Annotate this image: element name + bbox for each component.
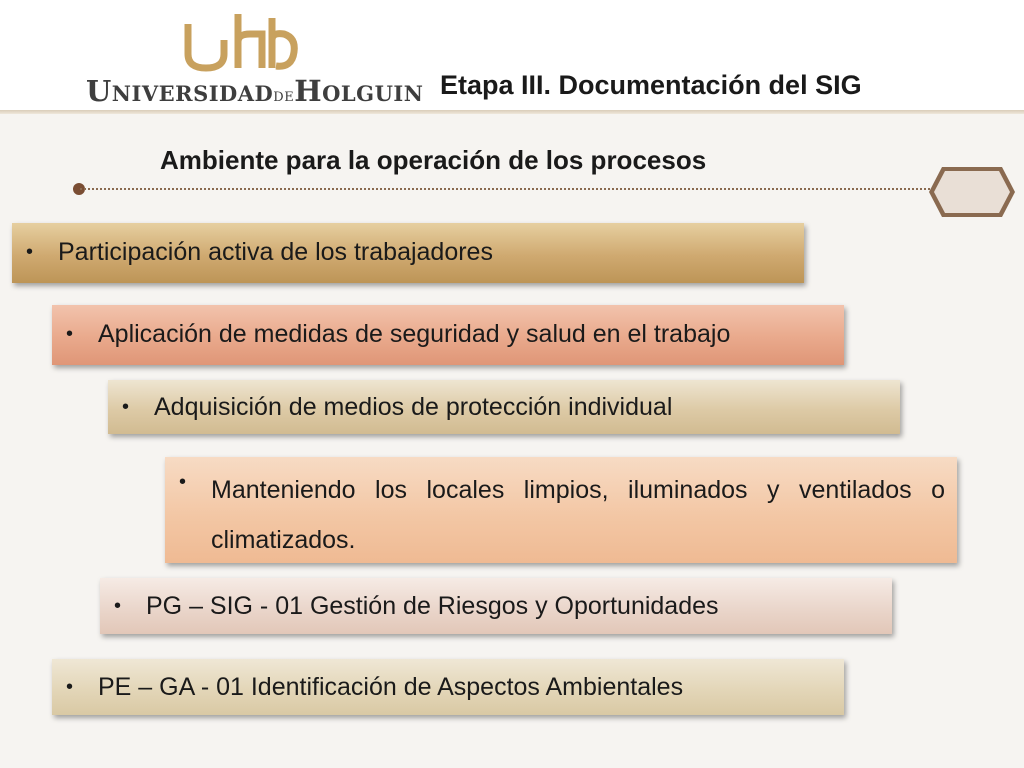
section-subtitle: Ambiente para la operación de los procesos bbox=[160, 145, 707, 175]
list-item: • PG – SIG - 01 Gestión de Riesgos y Oportunidades bbox=[100, 578, 892, 634]
list-item: • PE – GA - 01 Identificación de Aspectos Ambientales bbox=[52, 659, 844, 715]
university-logo-text: UNIVERSIDADDEHOLGUIN bbox=[86, 74, 424, 108]
dotted-divider bbox=[80, 188, 938, 190]
header bbox=[0, 0, 1024, 112]
page-title: Etapa III. Documentación del SIG bbox=[440, 70, 862, 100]
list-item: • Participación activa de los trabajadores bbox=[12, 223, 804, 283]
list-item: • Manteniendo los locales limpios, iluminados y ventilados o climatizados. bbox=[165, 457, 957, 563]
header-divider bbox=[0, 110, 1024, 114]
list-item: • Aplicación de medidas de seguridad y salud en el trabajo bbox=[52, 305, 844, 365]
list-item: • Adquisición de medios de protección individual bbox=[108, 380, 900, 434]
university-logo-mark bbox=[180, 10, 300, 72]
hexagon-icon bbox=[926, 164, 1018, 220]
